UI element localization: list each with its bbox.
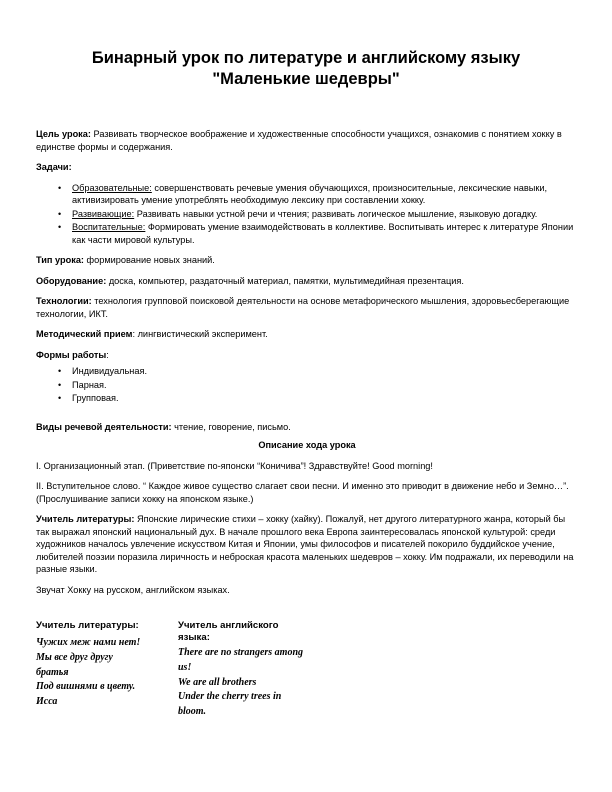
forms-colon: : (106, 349, 109, 360)
teacher-literature-label: Учитель литературы: (36, 514, 135, 524)
speech-label: Виды речевой деятельности: (36, 421, 172, 432)
poem-line: Чужих меж нами нет! (36, 637, 141, 648)
poem-author: Исса (36, 696, 58, 708)
method-text: : лингвистический эксперимент. (132, 329, 268, 339)
goal-label: Цель урока: (36, 129, 91, 139)
equipment-label: Оборудование: (36, 275, 107, 286)
title-line-2: "Маленькие шедевры" (212, 70, 400, 88)
document-body (36, 128, 578, 604)
teacher-literature-paragraph (36, 513, 578, 576)
section-title: Описание хода урока (258, 440, 356, 450)
list-item: • Групповая. (72, 392, 578, 405)
poem-line: братья (36, 666, 69, 678)
column-heading-line: языка: (178, 632, 210, 643)
list-item (72, 221, 578, 246)
haiku-intro-paragraph: Звучат Хокку на русском, английском языках. (36, 584, 230, 595)
lesson-type-text: формирование новых знаний. (84, 255, 215, 265)
method-label: Методический прием (36, 329, 133, 339)
tasks-colon: : (68, 162, 72, 172)
poem-line: bloom. (178, 706, 207, 718)
technologies-text: технология групповой поисковой деятельности на основе метафорического мышления, здоровьесберегающие технологии, ИКТ. (36, 296, 570, 319)
haiku-column-english (178, 620, 348, 720)
task-label: Воспитательные: (72, 222, 146, 232)
lesson-type-label: Тип урока: (36, 255, 84, 265)
method-paragraph (36, 328, 578, 341)
column-heading-english (178, 620, 348, 644)
forms-label: Формы работы (36, 349, 107, 360)
task-label: Образовательные: (72, 182, 152, 193)
stage-2-paragraph: II. Вступительное слово. “ Каждое живое существо слагает свои песни. И именно это приводит в движение небо и Земно…”. (Прослушивание записи хокку на японском языке.) (36, 481, 569, 504)
teacher-literature-text: Японские лирические стихи – хокку (хайку). Пожалуй, нет другого литературного жанра, который бы так выражал японский национальный дух. В начале прошлого века Европа заинтересовалась японской культурой: среди художников началось увлечение искусством Китая и Японии, умы философов и писателей покорило буддийское учение, любителей поэзии поразила лиричность и неброская красота маленьких шедевров – хокку. Им подражали, их переводили на разные языки. (36, 514, 574, 574)
poem-line: Мы все друг другу (36, 651, 113, 663)
forms-heading (36, 349, 578, 362)
technologies-paragraph (36, 295, 578, 320)
list-item: • Индивидуальная. (72, 365, 578, 378)
goal-paragraph (36, 128, 578, 153)
task-label: Развивающие: (72, 208, 135, 219)
list-item (72, 182, 578, 207)
technologies-label: Технологии: (36, 296, 95, 306)
stage-1-paragraph: I. Организационный этап. (Приветствие по-японски “Коничива”! Здравствуйте! Good morning! (36, 460, 433, 471)
title-line-1: Бинарный урок по литературе и английскому языку (91, 49, 521, 67)
column-heading-literature: Учитель литературы: (36, 620, 139, 631)
task-text: совершенствовать речевые умения обучающихся, произносительные, лексические навыки, активизировать умение употреблять необходимую лексику при составлении хокку. (72, 182, 548, 205)
goal-text: Развивать творческое воображение и художественные способности учащихся, ознакомив с понятием хокку в единстве формы и содержания. (36, 129, 562, 152)
speech-paragraph (36, 421, 578, 434)
poem-line: We are all brothers (178, 676, 257, 688)
speech-text: чтение, говорение, письмо. (171, 421, 291, 432)
poem-line: Under the cherry trees in (178, 691, 282, 703)
tasks-heading (36, 161, 578, 174)
poem-line: There are no strangers among (178, 647, 304, 658)
haiku-english (178, 646, 348, 720)
task-text: Формировать умение взаимодействовать в коллективе. Воспитывать интерес к литературе Японии как части мировой культуры. (72, 222, 574, 245)
forms-list (36, 365, 578, 405)
list-item: • Парная. (72, 379, 578, 392)
task-text: Развивать навыки устной речи и чтения; развивать логическое мышление, языковую догадку. (134, 208, 538, 219)
tasks-label: Задачи (36, 162, 69, 172)
poem-line: us! (178, 661, 192, 673)
lesson-type-paragraph (36, 254, 578, 267)
column-heading-line: Учитель английского (178, 620, 279, 631)
haiku-russian (36, 636, 176, 710)
tasks-list (36, 182, 578, 247)
equipment-text: доска, компьютер, раздаточный материал, памятки, мультимедийная презентация. (106, 275, 464, 286)
list-item (72, 208, 578, 221)
equipment-paragraph (36, 275, 578, 288)
poem-line: Под вишнями в цвету. (36, 681, 136, 693)
haiku-column-russian (36, 620, 176, 710)
document-title (40, 48, 572, 90)
